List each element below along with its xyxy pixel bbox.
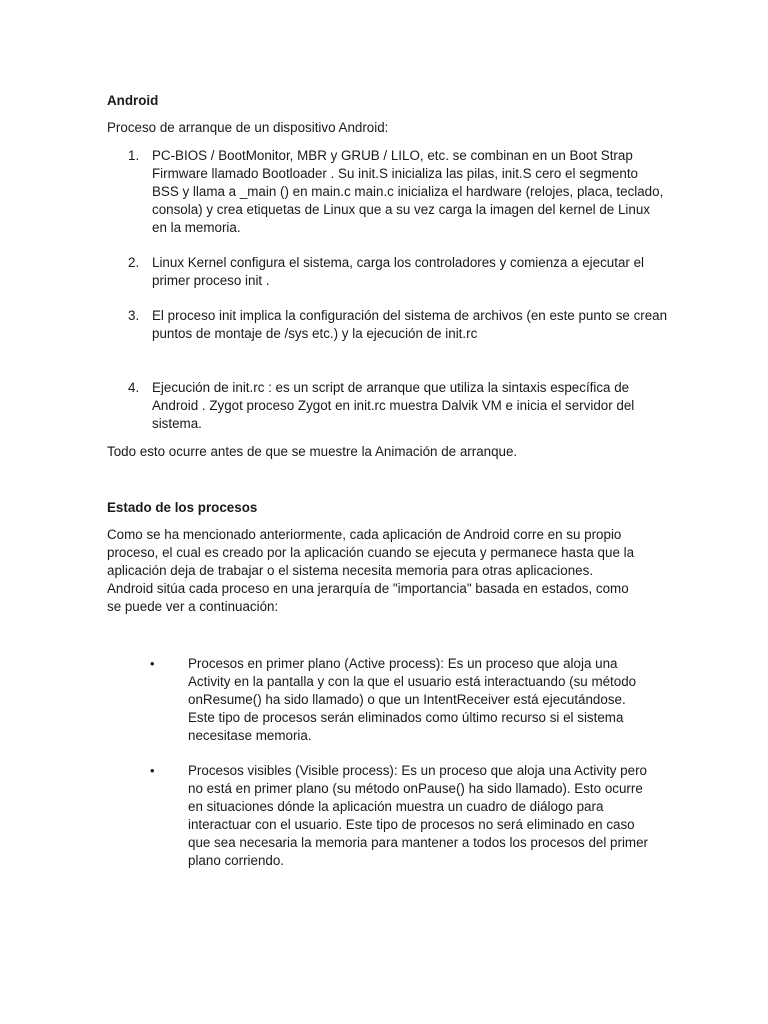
list-item-text: PC-BIOS / BootMonitor, MBR y GRUB / LILO, etc. se combinan en un Boot Strap Firmware llamado Bootloader . Su init.S inicializa las pilas, init.S cero el segmento BSS y llama a _main () en main.c main.c inicializa el hardware (relojes, placa, teclado, consola) y crea etiquetas de Linux que a su vez carga la imagen del kernel de Linux en la memoria. xyxy=(152,148,664,235)
estado-intro-paragraph: Como se ha mencionado anteriormente, cada aplicación de Android corre en su propio proceso, el cual es creado por la aplicación cuando se ejecuta y permanece hasta que la aplicación deja de trabajar o el sistema necesita memoria para otras aplicaciones. Android sitúa cada proceso en una jerarquía de "importancia" basada en estados, como se puede ver a continuación: xyxy=(107,527,635,614)
list-number: 2. xyxy=(128,255,140,270)
list-item-text: Linux Kernel configura el sistema, carga los controladores y comienza a ejecutar el primer proceso init . xyxy=(152,255,644,288)
list-number: 1. xyxy=(128,148,140,163)
list-item-text: Ejecución de init.rc : es un script de arranque que utiliza la sintaxis específica de Android . Zygot proceso Zygot en init.rc muestra Dalvik VM e inicia el servidor del sistema. xyxy=(152,380,635,431)
list-item-text: Procesos visibles (Visible process): Es un proceso que aloja una Activity pero no está en primer plano (su método onPause() ha sido llamado). Esto ocurre en situaciones dónde la aplicación muestra un cuadro de diálogo para interactuar con el usuario. Este tipo de procesos no será eliminado en caso que sea necesaria la memoria para mantener a todos los procesos del primer plano corriendo. xyxy=(188,763,648,868)
bullet-icon: • xyxy=(150,763,155,778)
list-number: 3. xyxy=(128,308,140,323)
intro-paragraph: Proceso de arranque de un dispositivo Android: xyxy=(107,120,389,135)
bullet-icon: • xyxy=(150,656,155,671)
section-title-android: Android xyxy=(107,93,159,108)
list-item-text: Procesos en primer plano (Active process): Es un proceso que aloja una Activity en la pantalla y con la que el usuario está interactuando (su método onResume() ha sido llamado) o que un IntentReceiver está ejecutándose. Este tipo de procesos serán eliminados como último recurso si el sistema necesitase memoria. xyxy=(188,656,637,743)
list-item-text: El proceso init implica la configuración del sistema de archivos (en este punto se crean puntos de montaje de /sys etc.) y la ejecución de init.rc xyxy=(152,308,668,341)
section-title-estado: Estado de los procesos xyxy=(107,500,258,515)
closing-paragraph: Todo esto ocurre antes de que se muestre la Animación de arranque. xyxy=(107,444,518,459)
list-number: 4. xyxy=(128,380,140,395)
